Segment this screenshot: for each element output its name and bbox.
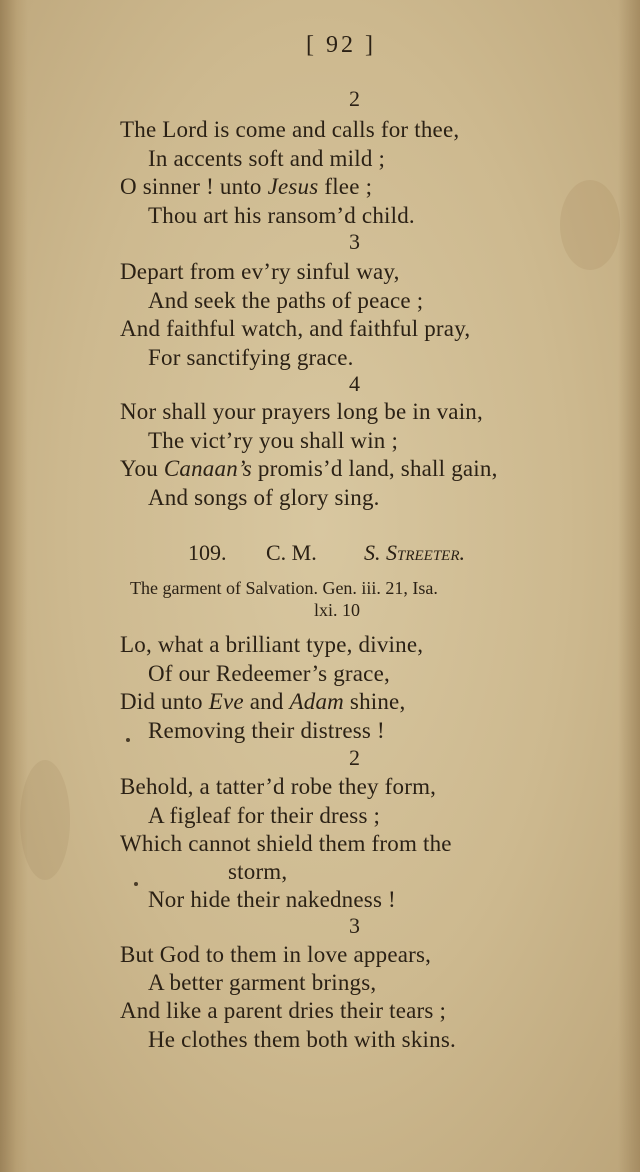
verse-line: In accents soft and mild ; [148, 146, 386, 171]
verse-line: A better garment brings, [148, 970, 377, 995]
verse-line: Depart from ev’ry sinful way, [120, 259, 400, 284]
ink-speck [126, 738, 130, 742]
verse-line: And like a parent dries their tears ; [120, 998, 447, 1023]
hymn-subtitle: The garment of Salvation. Gen. iii. 21, Isa. [130, 578, 438, 598]
verse-line: You Canaan’s promis’d land, shall gain, [120, 456, 498, 481]
hymn-meter: C. M. [266, 540, 317, 565]
hymn-author: S. Streeter. [364, 540, 465, 565]
paper-stain [560, 180, 620, 270]
stanza-number: 3 [349, 913, 360, 938]
stanza-number: 2 [349, 86, 360, 111]
verse-line: Of our Redeemer’s grace, [148, 661, 390, 686]
verse-line: The Lord is come and calls for thee, [120, 117, 460, 142]
stanza-number: 2 [349, 745, 360, 770]
verse-line: And songs of glory sing. [148, 485, 380, 510]
verse-line: For sanctifying grace. [148, 345, 354, 370]
verse-line: Nor shall your prayers long be in vain, [120, 399, 483, 424]
hymn-number: 109. [188, 540, 227, 565]
verse-line: A figleaf for their dress ; [148, 803, 381, 828]
verse-line: And seek the paths of peace ; [148, 288, 424, 313]
verse-line: O sinner ! unto Jesus flee ; [120, 174, 373, 199]
hymn-subtitle-reference: lxi. 10 [314, 600, 361, 620]
verse-line: Did unto Eve and Adam shine, [120, 689, 406, 714]
verse-line: Which cannot shield them from the [120, 831, 452, 856]
page-edge-right [618, 0, 640, 1172]
verse-line: And faithful watch, and faithful pray, [120, 316, 471, 341]
verse-line: Nor hide their nakedness ! [148, 887, 396, 912]
stanza-number: 3 [349, 229, 360, 254]
stanza-number: 4 [349, 371, 360, 396]
paper-stain [20, 760, 70, 880]
verse-line-continuation: storm, [228, 859, 288, 884]
verse-line: The vict’ry you shall win ; [148, 428, 399, 453]
verse-line: Lo, what a brilliant type, divine, [120, 632, 424, 657]
page-number: [ 92 ] [306, 32, 376, 58]
ink-speck [134, 882, 138, 886]
verse-line: Thou art his ransom’d child. [148, 203, 415, 228]
verse-line: But God to them in love appears, [120, 942, 432, 967]
verse-line: Removing their distress ! [148, 718, 385, 743]
page-edge-left [0, 0, 28, 1172]
verse-line: Behold, a tatter’d robe they form, [120, 774, 437, 799]
verse-line: He clothes them both with skins. [148, 1027, 456, 1052]
